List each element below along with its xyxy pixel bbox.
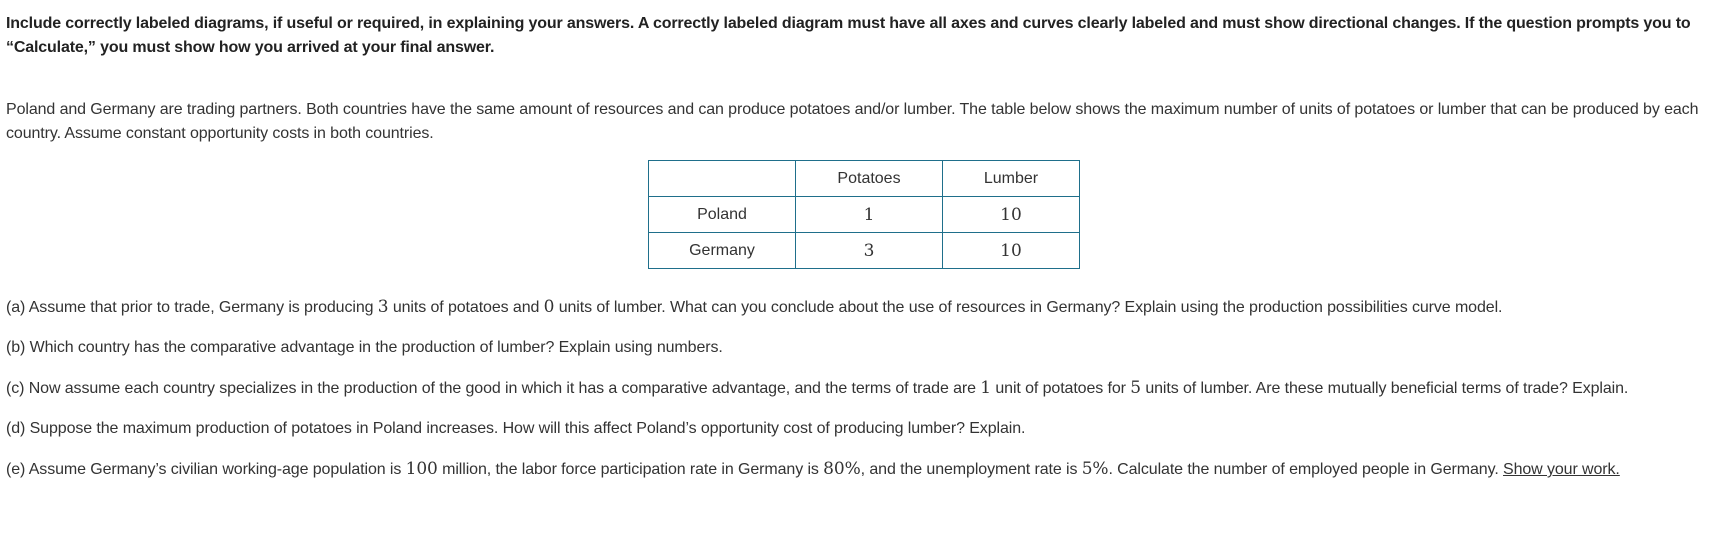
question-e [6,457,1710,482]
question-c-text-mid: unit of potatoes for [991,380,1131,397]
instructions-text: Include correctly labeled diagrams, if useful or required, in explaining your answers. A correctly labeled diagram must have all axes and curves clearly labeled and must show directional changes. If the question prompts you to “Calculate,” you must show how you arrived at your final answer. [6,15,1691,56]
question-a-number-lumber: 0 [543,297,555,317]
table-row [649,197,1080,233]
question-c-number-potatoes: 1 [980,378,992,398]
question-e-text-pre: (e) Assume Germany’s civilian working-age population is [6,461,406,478]
question-a-text-post: units of lumber. What can you conclude about the use of resources in Germany? Explain using the production possibilities curve model. [554,299,1503,316]
question-e-text-mid1: million, the labor force participation rate in Germany is [437,461,824,478]
question-a [6,295,1710,320]
table-header-row [649,161,1080,197]
question-c-text-post: units of lumber. Are these mutually beneficial terms of trade? Explain. [1140,380,1629,397]
question-b: (b) Which country has the comparative advantage in the production of lumber? Explain using numbers. [6,339,723,356]
question-a-number-potatoes: 3 [377,297,389,317]
question-list [6,295,1710,482]
question-d: (d) Suppose the maximum production of potatoes in Poland increases. How will this affect Poland’s opportunity cost of producing lumber? Explain. [6,420,1026,437]
question-page [6,12,1710,482]
question-c-text-pre: (c) Now assume each country specializes in the production of the good in which it has a comparative advantage, and the terms of trade are [6,380,981,397]
question-c-number-lumber: 5 [1130,378,1141,398]
question-a-text-mid: units of potatoes and [388,299,544,316]
table-cell-country: Germany [649,233,796,269]
stimulus-text: Poland and Germany are trading partners. Both countries have the same amount of resources and can produce potatoes and/or lumber. The table below shows the maximum number of units of potatoes or lumber that can be produced by each country. Assume constant opportunity costs in both countries. [6,101,1699,142]
question-e-number-participation: 80% [823,459,861,479]
question-c [6,376,1710,401]
production-table [648,160,1080,269]
question-e-number-population: 100 [405,459,438,479]
table-cell-potatoes: 1 [796,197,943,233]
table-cell-potatoes: 3 [796,233,943,269]
question-e-text-mid2: , and the unemployment rate is [860,461,1082,478]
table-header-cell-empty [649,161,796,197]
question-a-text-pre: (a) Assume that prior to trade, Germany is producing [6,299,378,316]
show-your-work-link[interactable]: Show your work. [1503,461,1620,478]
table-cell-lumber: 10 [943,197,1080,233]
table-header-cell-lumber: Lumber [943,161,1080,197]
table-cell-country: Poland [649,197,796,233]
production-table-container [648,160,1710,269]
table-row [649,233,1080,269]
question-e-text-mid3: . Calculate the number of employed people in Germany. [1108,461,1504,478]
question-e-number-unemployment: 5% [1081,459,1109,479]
table-header-cell-potatoes: Potatoes [796,161,943,197]
table-cell-lumber: 10 [943,233,1080,269]
